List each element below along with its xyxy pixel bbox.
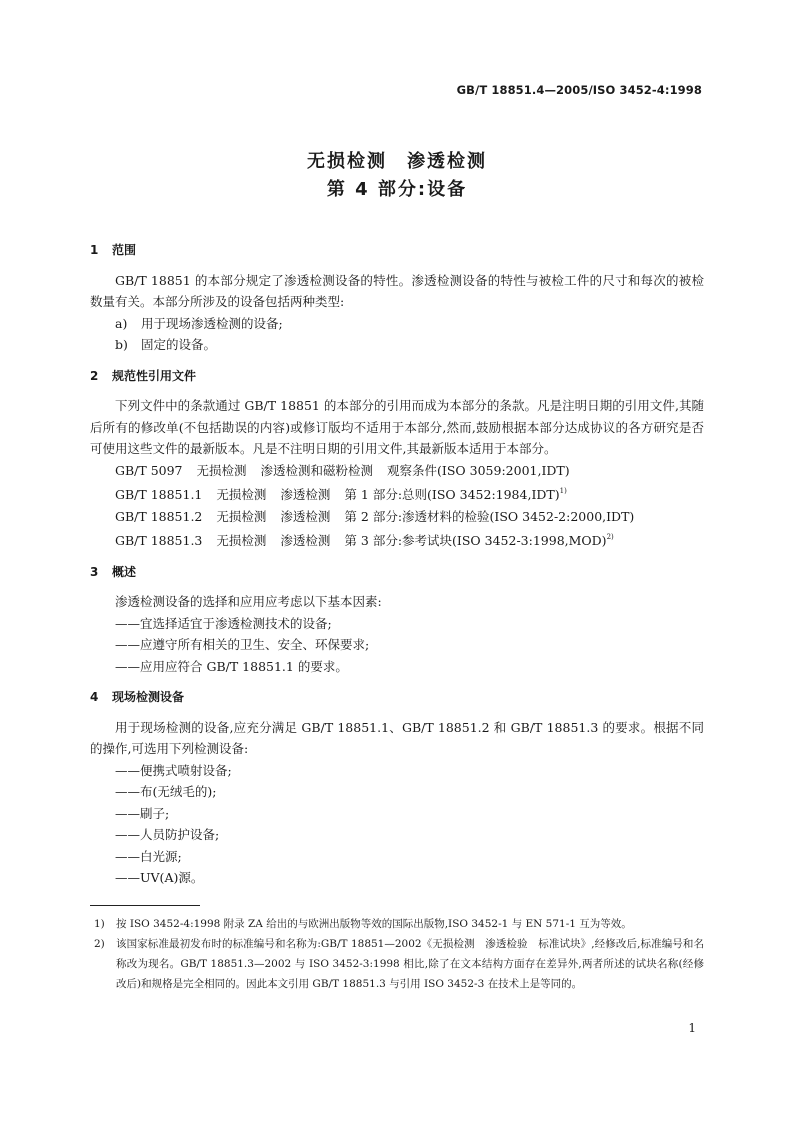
reference-tail: 第 3 部分:参考试块(ISO 3452-3:1998,MOD) bbox=[344, 533, 607, 548]
reference-code: GB/T 18851.3 bbox=[115, 533, 203, 548]
dash-list-item: ——UV(A)源。 bbox=[115, 870, 204, 885]
reference-tail: 观察条件(ISO 3059:2001,IDT) bbox=[387, 462, 570, 478]
reference-code: GB/T 5097 bbox=[115, 462, 183, 478]
reference-item bbox=[90, 506, 704, 528]
paragraph: 用于现场检测的设备,应充分满足 GB/T 18851.1、GB/T 18851.2 和 GB/T 18851.3 的要求。根据不同的操作,可选用下列检测设备: bbox=[90, 719, 704, 756]
paragraph: GB/T 18851 的本部分规定了渗透检测设备的特性。渗透检测设备的特性与被检工件的尺寸和每次的被检数量有关。本部分所涉及的设备包括两种类型: bbox=[90, 272, 704, 309]
section-heading bbox=[90, 366, 704, 388]
list-item-text: 用于现场渗透检测的设备; bbox=[141, 315, 283, 331]
reference-desc: 渗透检测 bbox=[280, 487, 331, 502]
reference-desc: 渗透检测和磁粉检测 bbox=[260, 462, 374, 478]
reference-tail: 第 1 部分:总则(ISO 3452:1984,IDT) bbox=[344, 487, 560, 502]
section-title: 现场检测设备 bbox=[112, 690, 185, 704]
title-line-1: 无损检测 渗透检测 bbox=[307, 151, 487, 172]
dash-list-item: ——布(无绒毛的); bbox=[115, 784, 217, 799]
reference-desc: 渗透检测 bbox=[280, 508, 331, 524]
reference-title: 无损检测 bbox=[216, 508, 267, 524]
list-item-text: 固定的设备。 bbox=[141, 337, 217, 352]
footnote bbox=[90, 934, 704, 994]
reference-item bbox=[90, 527, 704, 552]
section-number: 1 bbox=[90, 243, 99, 257]
footnote-number: 1) bbox=[94, 918, 105, 930]
reference-item bbox=[90, 481, 704, 506]
document-title bbox=[0, 148, 794, 204]
reference-desc: 渗透检测 bbox=[280, 533, 331, 548]
reference-title: 无损检测 bbox=[216, 487, 267, 502]
page-number: 1 bbox=[688, 1021, 696, 1035]
footnotes bbox=[90, 914, 704, 994]
reference-tail: 第 2 部分:渗透材料的检验(ISO 3452-2:2000,IDT) bbox=[344, 508, 635, 524]
footnote-divider bbox=[90, 905, 200, 906]
section-number: 4 bbox=[90, 690, 99, 704]
list-item bbox=[90, 313, 704, 335]
reference-title: 无损检测 bbox=[216, 533, 267, 548]
section-title: 范围 bbox=[112, 243, 137, 257]
reference-item bbox=[90, 460, 704, 482]
list-marker: a) bbox=[115, 315, 128, 331]
footnote-number: 2) bbox=[94, 938, 105, 950]
section-heading bbox=[90, 562, 704, 584]
title-line-2: 第 4 部分:设备 bbox=[326, 179, 468, 200]
footnote bbox=[90, 914, 704, 934]
section-onsite-equipment bbox=[90, 687, 704, 889]
section-normative-references bbox=[90, 366, 704, 552]
footnote-text: 该国家标准最初发布时的标准编号和名称为:GB/T 18851—2002《无损检测 渗透检验 标准试块》,经修改后,标准编号和名称改为现名。GB/T 18851.3—2002 与 ISO 3452-3:1998 相比,除了在文本结构方面存在差异外,两者所述的试块名称(经修改后)和规格是完全相同的。因此本文引用 GB/T 18851.3 与引用 ISO 3452-3 在技术上是等同的。 bbox=[116, 938, 704, 990]
dash-list-item: ——刷子; bbox=[115, 805, 170, 821]
reference-code: GB/T 18851.1 bbox=[115, 487, 203, 502]
list-item bbox=[90, 334, 704, 356]
section-title: 概述 bbox=[112, 564, 137, 579]
footnote-ref[interactable]: 1) bbox=[559, 487, 567, 495]
footnote-text: 按 ISO 3452-4:1998 附录 ZA 给出的与欧洲出版物等效的国际出版物,ISO 3452-1 与 EN 571-1 互为等效。 bbox=[116, 918, 632, 930]
paragraph: 下列文件中的条款通过 GB/T 18851 的本部分的引用而成为本部分的条款。凡是注明日期的引用文件,其随后所有的修改单(不包括勘误的内容)或修订版均不适用于本部分,然而,鼓励根据本部分达成协议的各方研究是否可使用这些文件的最新版本。凡是不注明日期的引用文件,其最新版本适用于本部分。 bbox=[90, 398, 704, 456]
reference-title: 无损检测 bbox=[196, 462, 247, 478]
footnote-ref[interactable]: 2) bbox=[606, 533, 614, 541]
dash-list-item: ——宜选择适宜于渗透检测技术的设备; bbox=[115, 615, 332, 631]
dash-list-item: ——人员防护设备; bbox=[115, 827, 220, 842]
section-title: 规范性引用文件 bbox=[112, 368, 197, 383]
standard-code: GB/T 18851.4—2005/ISO 3452-4:1998 bbox=[456, 83, 702, 97]
dash-list-item: ——应用应符合 GB/T 18851.1 的要求。 bbox=[115, 658, 348, 674]
dash-list-item: ——便携式喷射设备; bbox=[115, 762, 232, 778]
dash-list-item: ——白光源; bbox=[115, 848, 182, 864]
reference-code: GB/T 18851.2 bbox=[115, 508, 203, 524]
dash-list-item: ——应遵守所有相关的卫生、安全、环保要求; bbox=[115, 637, 370, 652]
section-number: 3 bbox=[90, 564, 99, 579]
section-heading bbox=[90, 240, 704, 262]
section-heading bbox=[90, 687, 704, 709]
list-marker: b) bbox=[115, 337, 128, 352]
section-number: 2 bbox=[90, 368, 99, 383]
section-scope bbox=[90, 240, 704, 356]
paragraph: 渗透检测设备的选择和应用应考虑以下基本因素: bbox=[115, 594, 382, 609]
document-body bbox=[90, 240, 704, 899]
section-overview bbox=[90, 562, 704, 678]
